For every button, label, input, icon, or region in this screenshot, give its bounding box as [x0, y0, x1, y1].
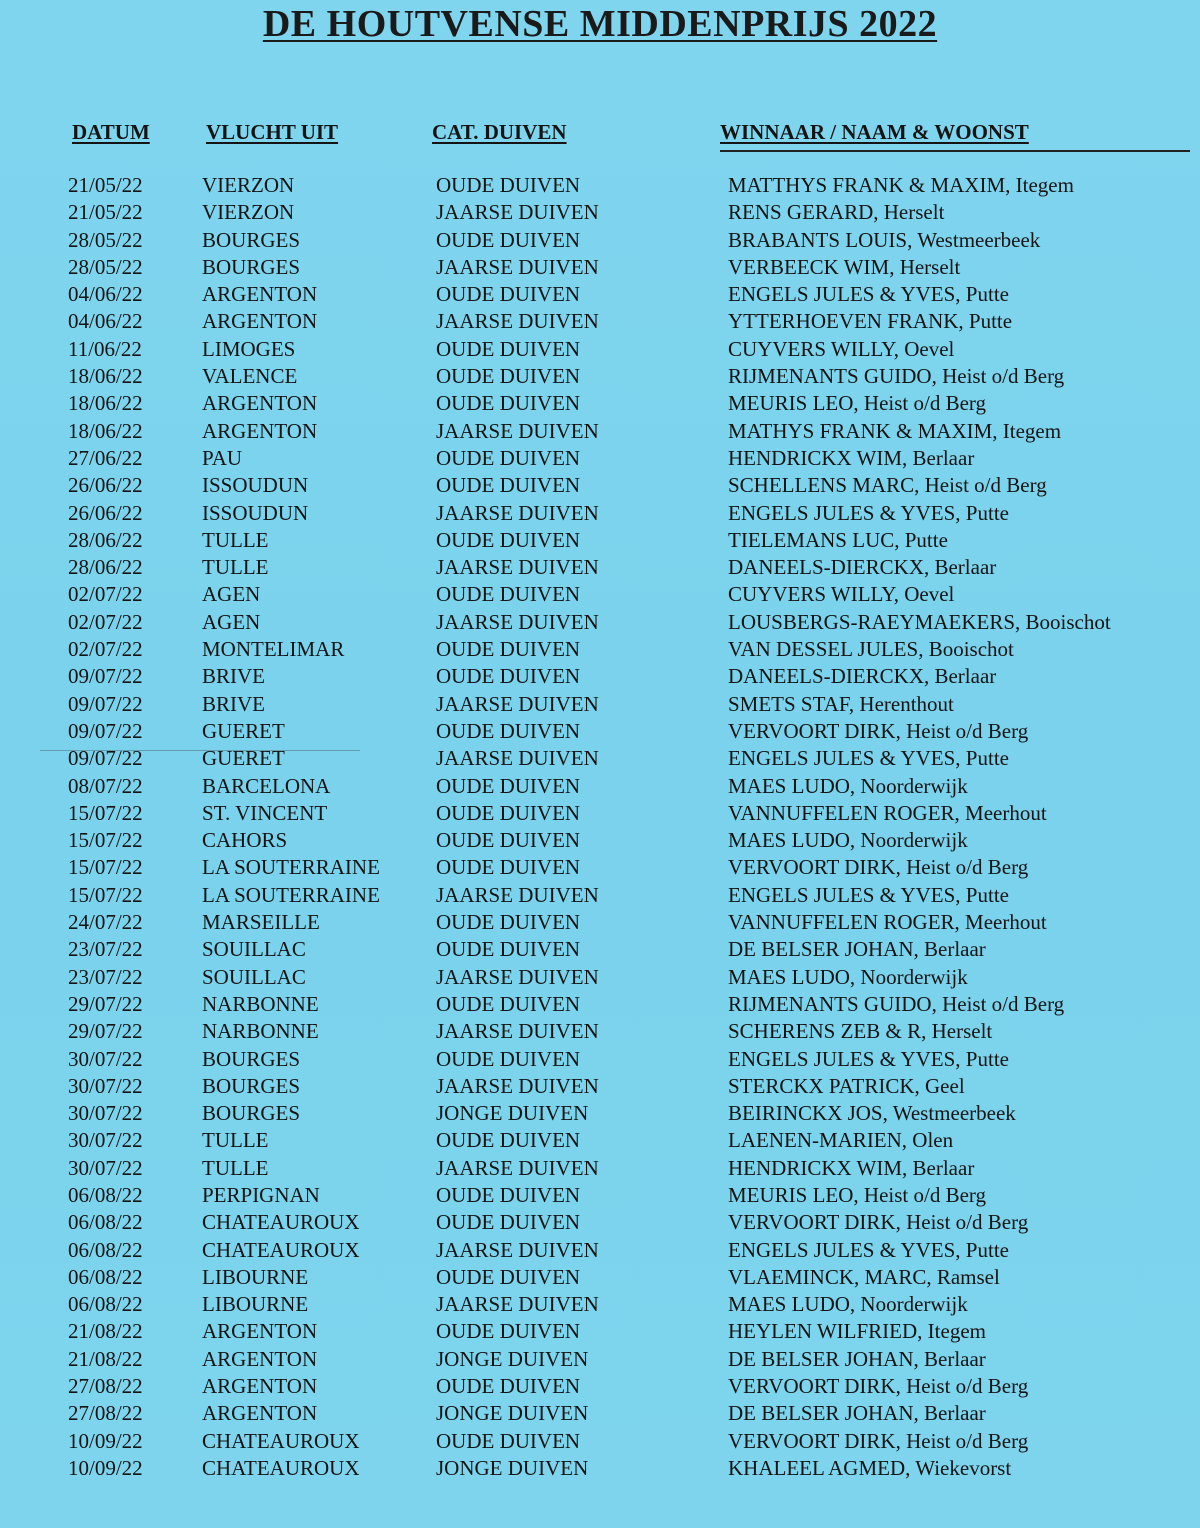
row-winner: RENS GERARD, Herselt — [728, 200, 945, 225]
row-winner: DE BELSER JOHAN, Berlaar — [728, 937, 986, 962]
row-flight: LA SOUTERRAINE — [202, 855, 380, 880]
table-row — [0, 581, 1200, 608]
row-flight: ARGENTON — [202, 282, 318, 307]
row-date: 11/06/22 — [68, 336, 142, 361]
row-category: JAARSE DUIVEN — [436, 1019, 599, 1044]
header-category: CAT. DUIVEN — [432, 120, 567, 144]
table-row — [0, 1264, 1200, 1291]
row-flight: BOURGES — [202, 227, 301, 252]
row-flight: ARGENTON — [202, 309, 318, 334]
row-winner: LOUSBERGS-RAEYMAEKERS, Booischot — [728, 609, 1111, 634]
row-flight: ISSOUDUN — [202, 473, 309, 498]
row-winner: ENGELS JULES & YVES, Putte — [728, 500, 1009, 525]
table-row — [0, 827, 1200, 854]
row-category: OUDE DUIVEN — [436, 1128, 581, 1153]
table-row — [0, 1346, 1200, 1373]
row-category: OUDE DUIVEN — [436, 582, 581, 607]
row-category: JAARSE DUIVEN — [436, 1155, 599, 1180]
table-row — [0, 1428, 1200, 1455]
table-row — [0, 308, 1200, 335]
table-row — [0, 909, 1200, 936]
row-flight: BRIVE — [202, 691, 265, 716]
row-winner: BEIRINCKX JOS, Westmeerbeek — [728, 1101, 1016, 1126]
row-flight: LIBOURNE — [202, 1292, 309, 1317]
row-winner: VERVOORT DIRK, Heist o/d Berg — [728, 1210, 1029, 1235]
row-category: OUDE DUIVEN — [436, 1374, 581, 1399]
row-flight: LA SOUTERRAINE — [202, 882, 380, 907]
row-flight: ST. VINCENT — [202, 800, 328, 825]
row-category: JAARSE DUIVEN — [436, 746, 599, 771]
row-date: 18/06/22 — [68, 391, 143, 416]
row-date: 15/07/22 — [68, 800, 143, 825]
row-date: 28/05/22 — [68, 227, 143, 252]
row-winner: ENGELS JULES & YVES, Putte — [728, 1237, 1009, 1262]
row-winner: MAES LUDO, Noorderwijk — [728, 964, 968, 989]
table-row — [0, 254, 1200, 281]
row-winner: VLAEMINCK, MARC, Ramsel — [728, 1264, 1000, 1289]
table-row — [0, 1237, 1200, 1264]
table-row — [0, 718, 1200, 745]
row-winner: RIJMENANTS GUIDO, Heist o/d Berg — [728, 991, 1065, 1016]
row-date: 06/08/22 — [68, 1264, 143, 1289]
row-date: 09/07/22 — [68, 718, 143, 743]
row-winner: ENGELS JULES & YVES, Putte — [728, 746, 1009, 771]
header-date: DATUM — [72, 120, 150, 144]
table-row — [0, 199, 1200, 226]
row-date: 02/07/22 — [68, 582, 143, 607]
row-date: 06/08/22 — [68, 1237, 143, 1262]
row-category: OUDE DUIVEN — [436, 1182, 581, 1207]
row-winner: HEYLEN WILFRIED, Itegem — [728, 1319, 986, 1344]
row-category: OUDE DUIVEN — [436, 173, 581, 197]
row-date: 06/08/22 — [68, 1182, 143, 1207]
row-date: 27/08/22 — [68, 1401, 143, 1426]
row-category: OUDE DUIVEN — [436, 336, 581, 361]
row-winner: ENGELS JULES & YVES, Putte — [728, 882, 1009, 907]
row-date: 21/05/22 — [68, 173, 143, 197]
document-title: DE HOUTVENSE MIDDENPRIJS 2022 — [262, 3, 938, 45]
row-flight: ARGENTON — [202, 418, 318, 443]
row-flight: ARGENTON — [202, 1319, 318, 1344]
row-winner: TIELEMANS LUC, Putte — [728, 527, 948, 552]
row-category: JAARSE DUIVEN — [436, 1073, 599, 1098]
row-flight: BOURGES — [202, 254, 301, 279]
row-winner: VERBEECK WIM, Herselt — [728, 254, 961, 279]
row-flight: AGEN — [202, 609, 261, 634]
table-row — [0, 1455, 1200, 1482]
row-flight: CHATEAUROUX — [202, 1210, 360, 1235]
row-winner: HENDRICKX WIM, Berlaar — [728, 1155, 975, 1180]
table-row — [0, 1127, 1200, 1154]
table-row — [0, 800, 1200, 827]
row-flight: BOURGES — [202, 1073, 301, 1098]
row-category: JONGE DUIVEN — [436, 1101, 589, 1126]
row-date: 06/08/22 — [68, 1210, 143, 1235]
row-category: OUDE DUIVEN — [436, 800, 581, 825]
row-category: OUDE DUIVEN — [436, 1319, 581, 1344]
row-winner: SCHELLENS MARC, Heist o/d Berg — [728, 473, 1047, 498]
row-winner: VAN DESSEL JULES, Booischot — [728, 637, 1014, 662]
row-category: JAARSE DUIVEN — [436, 691, 599, 716]
row-date: 30/07/22 — [68, 1128, 143, 1153]
row-date: 30/07/22 — [68, 1155, 143, 1180]
row-category: JAARSE DUIVEN — [436, 964, 599, 989]
row-date: 08/07/22 — [68, 773, 143, 798]
row-flight: ARGENTON — [202, 1401, 318, 1426]
row-flight: SOUILLAC — [202, 937, 306, 962]
table-row — [0, 445, 1200, 472]
table-row — [0, 336, 1200, 363]
row-winner: SCHERENS ZEB & R, Herselt — [728, 1019, 993, 1044]
row-flight: ARGENTON — [202, 1374, 318, 1399]
row-category: OUDE DUIVEN — [436, 1046, 581, 1071]
row-winner: HENDRICKX WIM, Berlaar — [728, 445, 975, 470]
row-flight: SOUILLAC — [202, 964, 306, 989]
row-date: 27/08/22 — [68, 1374, 143, 1399]
row-winner: CUYVERS WILLY, Oevel — [728, 582, 955, 607]
table-row — [0, 636, 1200, 663]
row-date: 15/07/22 — [68, 828, 143, 853]
row-flight: BRIVE — [202, 664, 265, 689]
row-winner: MAES LUDO, Noorderwijk — [728, 1292, 968, 1317]
row-date: 29/07/22 — [68, 1019, 143, 1044]
row-flight: CHATEAUROUX — [202, 1428, 360, 1453]
results-table — [0, 172, 1200, 1482]
table-row — [0, 745, 1200, 772]
row-winner: YTTERHOEVEN FRANK, Putte — [728, 309, 1013, 334]
row-winner: ENGELS JULES & YVES, Putte — [728, 282, 1009, 307]
row-flight: BOURGES — [202, 1101, 301, 1126]
row-date: 28/06/22 — [68, 527, 143, 552]
row-winner: CUYVERS WILLY, Oevel — [728, 336, 955, 361]
table-row — [0, 663, 1200, 690]
table-row — [0, 854, 1200, 881]
row-date: 21/08/22 — [68, 1346, 143, 1371]
row-category: JAARSE DUIVEN — [436, 254, 599, 279]
row-date: 29/07/22 — [68, 991, 143, 1016]
row-date: 09/07/22 — [68, 664, 143, 689]
table-row — [0, 773, 1200, 800]
row-category: OUDE DUIVEN — [436, 910, 581, 935]
table-row — [0, 1209, 1200, 1236]
row-category: OUDE DUIVEN — [436, 527, 581, 552]
row-date: 06/08/22 — [68, 1292, 143, 1317]
row-date: 09/07/22 — [68, 691, 143, 716]
row-category: OUDE DUIVEN — [436, 937, 581, 962]
row-date: 24/07/22 — [68, 910, 143, 935]
row-date: 21/08/22 — [68, 1319, 143, 1344]
row-flight: CHATEAUROUX — [202, 1237, 360, 1262]
table-row — [0, 554, 1200, 581]
table-row — [0, 172, 1200, 199]
row-category: JAARSE DUIVEN — [436, 309, 599, 334]
row-category: OUDE DUIVEN — [436, 773, 581, 798]
row-flight: MONTELIMAR — [202, 637, 345, 662]
row-category: OUDE DUIVEN — [436, 637, 581, 662]
row-winner: LAENEN-MARIEN, Olen — [728, 1128, 954, 1153]
row-winner: VERVOORT DIRK, Heist o/d Berg — [728, 1428, 1029, 1453]
table-row — [0, 609, 1200, 636]
row-winner: MEURIS LEO, Heist o/d Berg — [728, 391, 987, 416]
row-flight: VIERZON — [202, 173, 295, 197]
row-date: 21/05/22 — [68, 200, 143, 225]
row-winner: STERCKX PATRICK, Geel — [728, 1073, 965, 1098]
row-flight: NARBONNE — [202, 1019, 319, 1044]
table-row — [0, 500, 1200, 527]
row-flight: TULLE — [202, 555, 269, 580]
row-winner: ENGELS JULES & YVES, Putte — [728, 1046, 1009, 1071]
row-winner: DANEELS-DIERCKX, Berlaar — [728, 664, 997, 689]
header-winner: WINNAAR / NAAM & WOONST — [720, 120, 1029, 144]
row-date: 09/07/22 — [68, 746, 143, 771]
row-category: OUDE DUIVEN — [436, 855, 581, 880]
row-category: OUDE DUIVEN — [436, 364, 581, 389]
row-category: OUDE DUIVEN — [436, 718, 581, 743]
row-category: JAARSE DUIVEN — [436, 609, 599, 634]
row-category: OUDE DUIVEN — [436, 991, 581, 1016]
row-category: OUDE DUIVEN — [436, 445, 581, 470]
row-winner: MATHYS FRANK & MAXIM, Itegem — [728, 418, 1062, 443]
row-category: JAARSE DUIVEN — [436, 200, 599, 225]
row-winner: VANNUFFELEN ROGER, Meerhout — [728, 800, 1047, 825]
row-category: JONGE DUIVEN — [436, 1455, 589, 1480]
row-flight: TULLE — [202, 527, 269, 552]
table-row — [0, 390, 1200, 417]
row-winner: MAES LUDO, Noorderwijk — [728, 773, 968, 798]
row-date: 15/07/22 — [68, 882, 143, 907]
row-flight: MARSEILLE — [202, 910, 320, 935]
row-category: JAARSE DUIVEN — [436, 555, 599, 580]
row-flight: VIERZON — [202, 200, 295, 225]
table-row — [0, 991, 1200, 1018]
table-row — [0, 964, 1200, 991]
row-flight: LIMOGES — [202, 336, 296, 361]
table-row — [0, 527, 1200, 554]
row-category: JAARSE DUIVEN — [436, 882, 599, 907]
table-row — [0, 691, 1200, 718]
row-flight: LIBOURNE — [202, 1264, 309, 1289]
row-winner: BRABANTS LOUIS, Westmeerbeek — [728, 227, 1041, 252]
row-category: OUDE DUIVEN — [436, 473, 581, 498]
row-category: JAARSE DUIVEN — [436, 1292, 599, 1317]
row-flight: ARGENTON — [202, 391, 318, 416]
row-date: 10/09/22 — [68, 1455, 143, 1480]
row-winner: DE BELSER JOHAN, Berlaar — [728, 1346, 986, 1371]
row-winner: VERVOORT DIRK, Heist o/d Berg — [728, 718, 1029, 743]
row-category: JAARSE DUIVEN — [436, 418, 599, 443]
row-winner: SMETS STAF, Herenthout — [728, 691, 954, 716]
row-flight: BARCELONA — [202, 773, 331, 798]
table-row — [0, 472, 1200, 499]
row-date: 10/09/22 — [68, 1428, 143, 1453]
row-category: OUDE DUIVEN — [436, 664, 581, 689]
header-flight: VLUCHT UIT — [206, 120, 339, 144]
row-flight: AGEN — [202, 582, 261, 607]
row-date: 30/07/22 — [68, 1046, 143, 1071]
row-date: 27/06/22 — [68, 445, 143, 470]
row-flight: PAU — [202, 445, 243, 470]
row-flight: PERPIGNAN — [202, 1182, 320, 1207]
table-row — [0, 882, 1200, 909]
table-row — [0, 1100, 1200, 1127]
row-winner: RIJMENANTS GUIDO, Heist o/d Berg — [728, 364, 1065, 389]
row-date: 04/06/22 — [68, 282, 143, 307]
table-row — [0, 1291, 1200, 1318]
table-row — [0, 1046, 1200, 1073]
row-date: 15/07/22 — [68, 855, 143, 880]
row-date: 26/06/22 — [68, 473, 143, 498]
row-category: OUDE DUIVEN — [436, 1428, 581, 1453]
row-date: 23/07/22 — [68, 964, 143, 989]
row-winner: MEURIS LEO, Heist o/d Berg — [728, 1182, 987, 1207]
row-flight: GUERET — [202, 746, 285, 771]
row-date: 02/07/22 — [68, 637, 143, 662]
table-row — [0, 1155, 1200, 1182]
row-date: 23/07/22 — [68, 937, 143, 962]
row-flight: NARBONNE — [202, 991, 319, 1016]
row-category: OUDE DUIVEN — [436, 1210, 581, 1235]
row-category: OUDE DUIVEN — [436, 1264, 581, 1289]
row-date: 28/05/22 — [68, 254, 143, 279]
table-row — [0, 1182, 1200, 1209]
table-row — [0, 1400, 1200, 1427]
row-category: JONGE DUIVEN — [436, 1401, 589, 1426]
row-winner: VERVOORT DIRK, Heist o/d Berg — [728, 855, 1029, 880]
row-flight: BOURGES — [202, 1046, 301, 1071]
row-category: OUDE DUIVEN — [436, 391, 581, 416]
row-date: 30/07/22 — [68, 1073, 143, 1098]
row-winner: MAES LUDO, Noorderwijk — [728, 828, 968, 853]
table-row — [0, 363, 1200, 390]
table-row — [0, 936, 1200, 963]
row-winner: VANNUFFELEN ROGER, Meerhout — [728, 910, 1047, 935]
row-flight: GUERET — [202, 718, 285, 743]
row-category: OUDE DUIVEN — [436, 282, 581, 307]
row-date: 26/06/22 — [68, 500, 143, 525]
table-header — [0, 120, 1200, 150]
table-row — [0, 227, 1200, 254]
row-category: JONGE DUIVEN — [436, 1346, 589, 1371]
row-category: JAARSE DUIVEN — [436, 500, 599, 525]
table-row — [0, 1073, 1200, 1100]
row-category: OUDE DUIVEN — [436, 227, 581, 252]
row-winner: MATTHYS FRANK & MAXIM, Itegem — [728, 173, 1074, 197]
row-date: 30/07/22 — [68, 1101, 143, 1126]
row-date: 18/06/22 — [68, 418, 143, 443]
row-date: 04/06/22 — [68, 309, 143, 334]
row-winner: VERVOORT DIRK, Heist o/d Berg — [728, 1374, 1029, 1399]
row-flight: CAHORS — [202, 828, 288, 853]
row-date: 18/06/22 — [68, 364, 143, 389]
table-row — [0, 1373, 1200, 1400]
table-row — [0, 281, 1200, 308]
row-flight: VALENCE — [202, 364, 298, 389]
row-winner: DANEELS-DIERCKX, Berlaar — [728, 555, 997, 580]
row-flight: CHATEAUROUX — [202, 1455, 360, 1480]
header-rule — [720, 150, 1190, 152]
row-category: JAARSE DUIVEN — [436, 1237, 599, 1262]
row-flight: TULLE — [202, 1128, 269, 1153]
table-row — [0, 1318, 1200, 1345]
row-flight: ARGENTON — [202, 1346, 318, 1371]
table-row — [0, 418, 1200, 445]
row-winner: KHALEEL AGMED, Wiekevorst — [728, 1455, 1012, 1480]
row-flight: TULLE — [202, 1155, 269, 1180]
row-date: 28/06/22 — [68, 555, 143, 580]
row-flight: ISSOUDUN — [202, 500, 309, 525]
row-category: OUDE DUIVEN — [436, 828, 581, 853]
row-winner: DE BELSER JOHAN, Berlaar — [728, 1401, 986, 1426]
table-row — [0, 1018, 1200, 1045]
row-date: 02/07/22 — [68, 609, 143, 634]
